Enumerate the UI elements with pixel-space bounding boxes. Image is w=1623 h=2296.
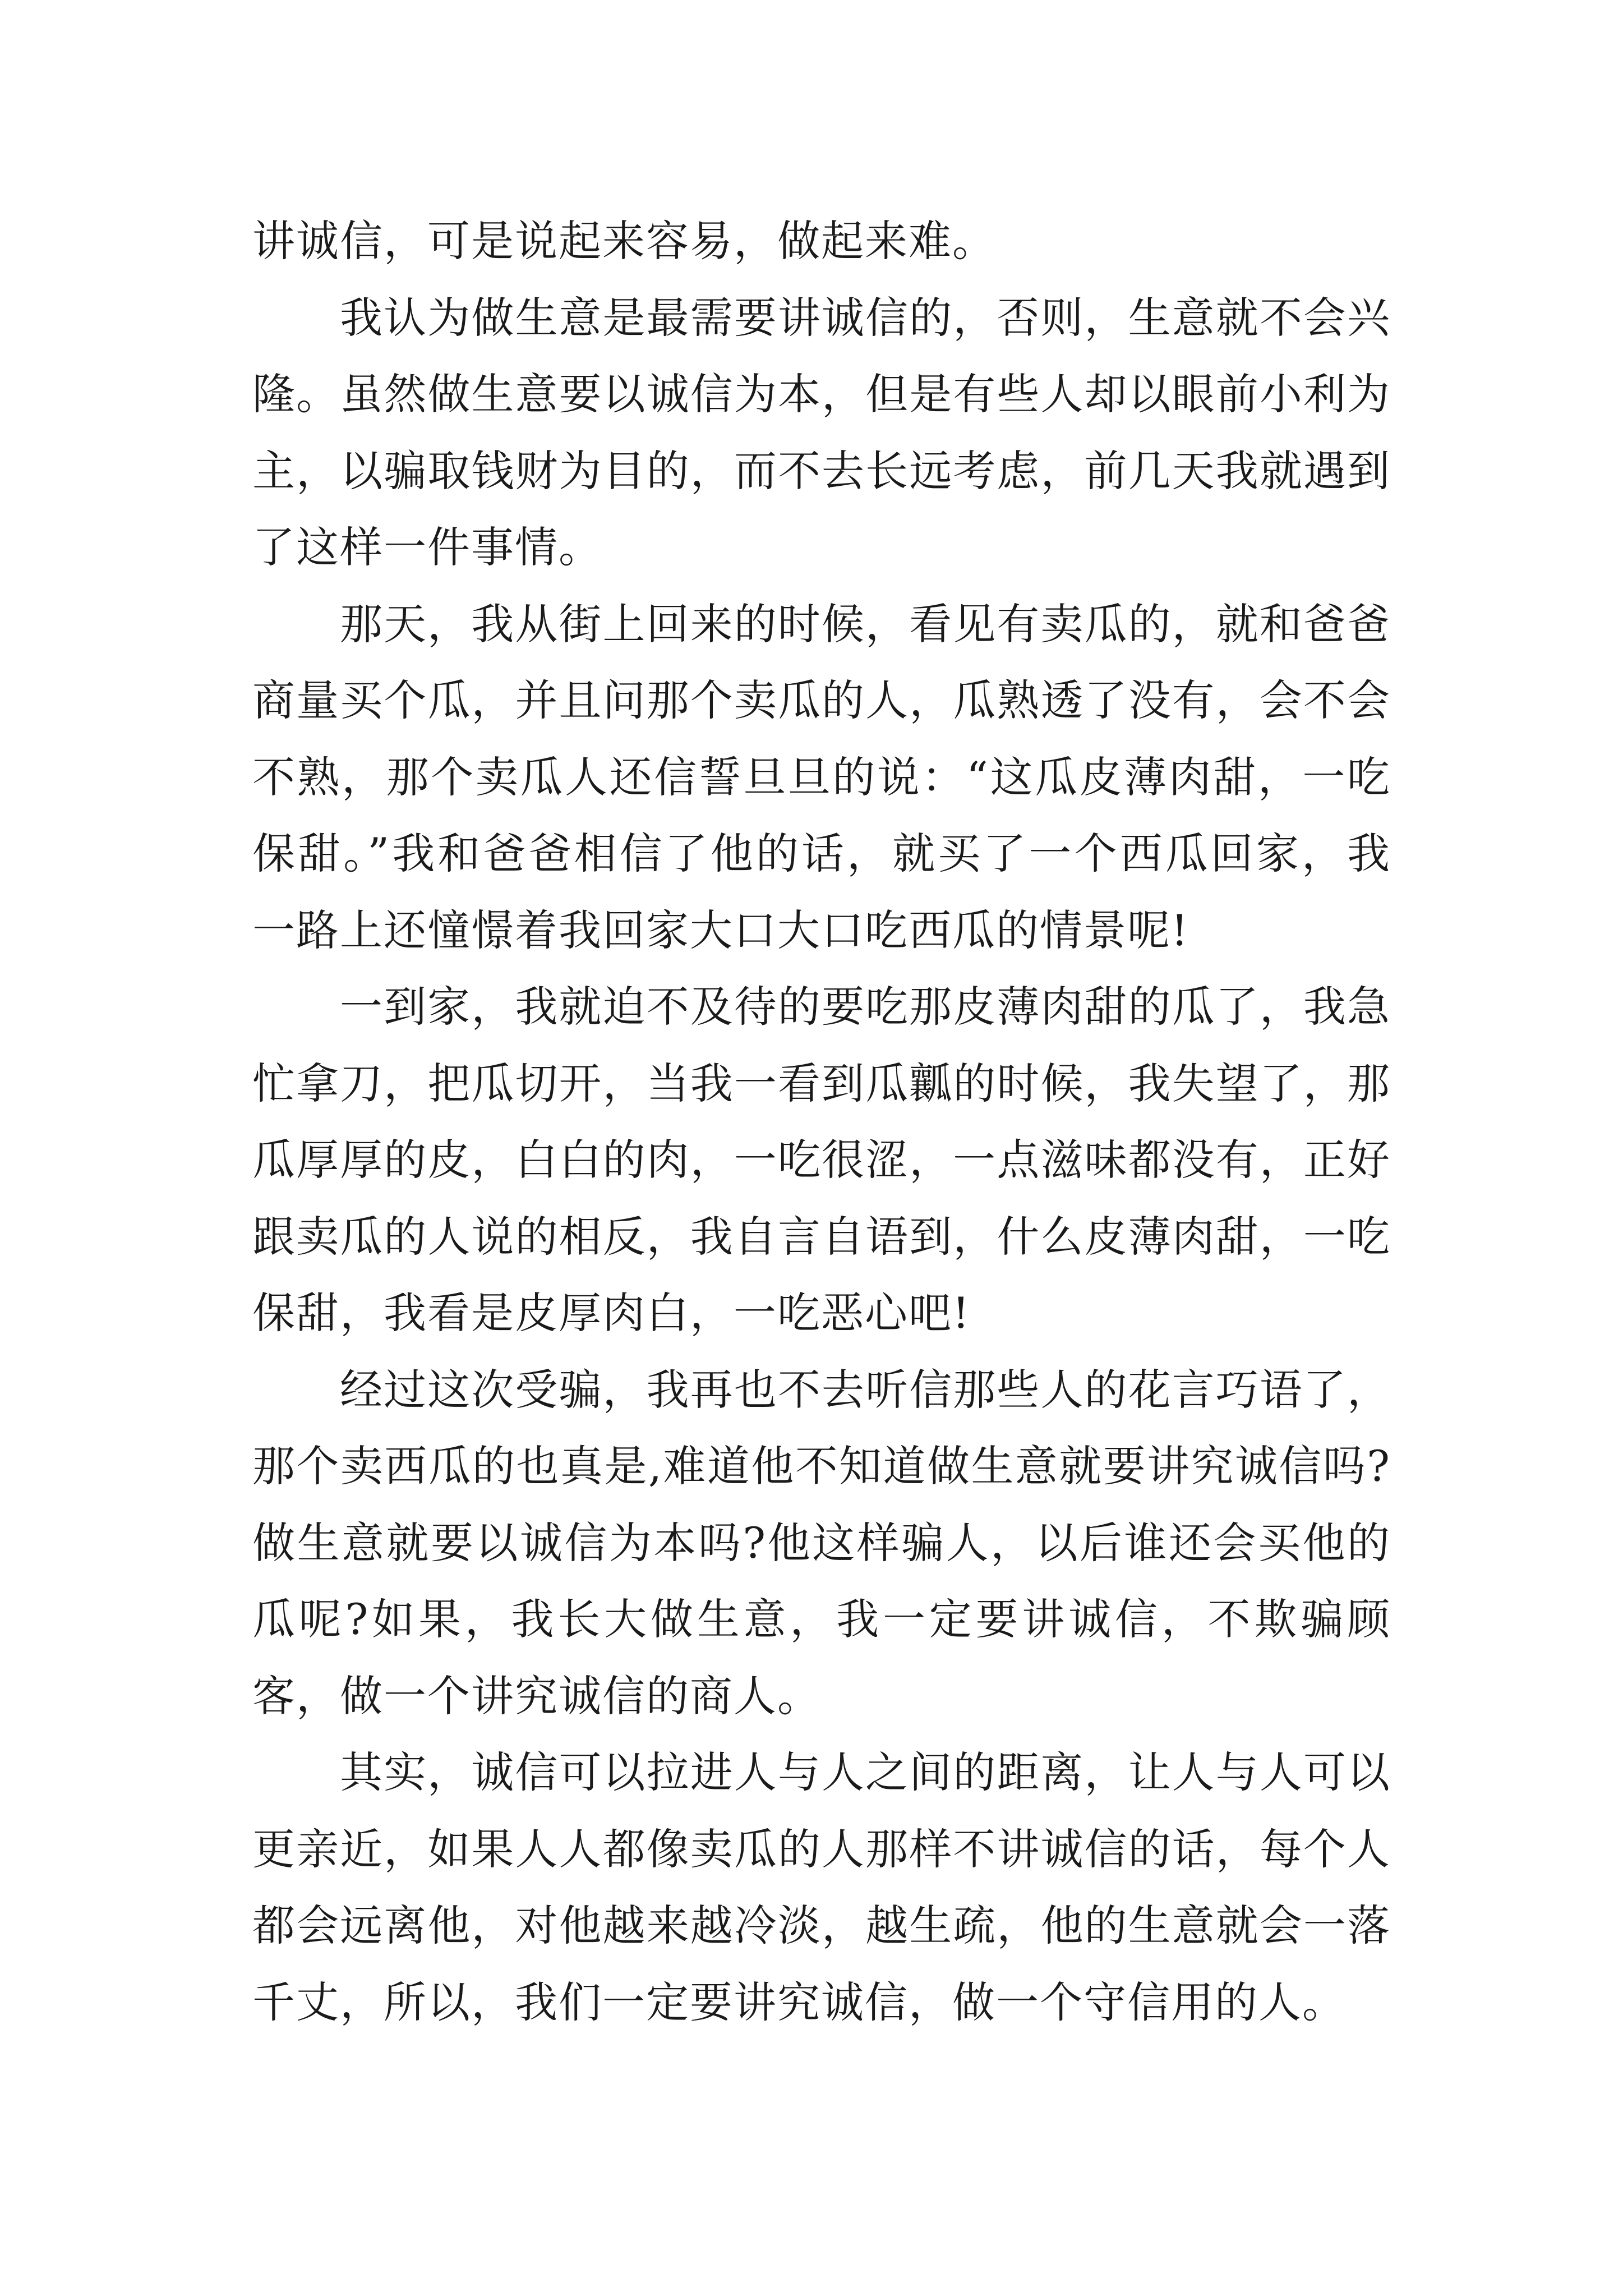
paragraph: 那天，我从街上回来的时候，看见有卖瓜的，就和爸爸商量买个瓜，并且问那个卖瓜的人，瓜熟透了没有，会不会不熟，那个卖瓜人还信誓旦旦的说：“这瓜皮薄肉甜，一吃保甜。”我和爸爸相信了他的话，就买了一个西瓜回家，我一路上还憧憬着我回家大口大口吃西瓜的情景呢!	[252, 599, 1391, 955]
paragraph: 一到家，我就迫不及待的要吃那皮薄肉甜的瓜了，我急忙拿刀，把瓜切开，当我一看到瓜瓤的时候，我失望了，那瓜厚厚的皮，白白的肉，一吃很涩，一点滋味都没有，正好跟卖瓜的人说的相反，我自言自语到，什么皮薄肉甜，一吃保甜，我看是皮厚肉白，一吃恶心吧!	[252, 982, 1391, 1338]
paragraph-continuation: 讲诚信，可是说起来容易，做起来难。	[252, 216, 996, 266]
paragraph: 我认为做生意是最需要讲诚信的，否则，生意就不会兴隆。虽然做生意要以诚信为本，但是有些人却以眼前小利为主，以骗取钱财为目的，而不去长远考虑，前几天我就遇到了这样一件事情。	[252, 292, 1391, 572]
paragraph: 经过这次受骗，我再也不去听信那些人的花言巧语了，那个卖西瓜的也真是,难道他不知道做生意就要讲究诚信吗?做生意就要以诚信为本吗?他这样骗人，以后谁还会买他的瓜呢?如果，我长大做生意，我一定要讲诚信，不欺骗顾客，做一个讲究诚信的商人。	[252, 1364, 1391, 1721]
paragraph: 其实，诚信可以拉进人与人之间的距离，让人与人可以更亲近，如果人人都像卖瓜的人那样不讲诚信的话，每个人都会远离他，对他越来越冷淡，越生疏，他的生意就会一落千丈，所以，我们一定要讲究诚信，做一个守信用的人。	[252, 1747, 1391, 2027]
document-body	[252, 203, 1391, 2041]
